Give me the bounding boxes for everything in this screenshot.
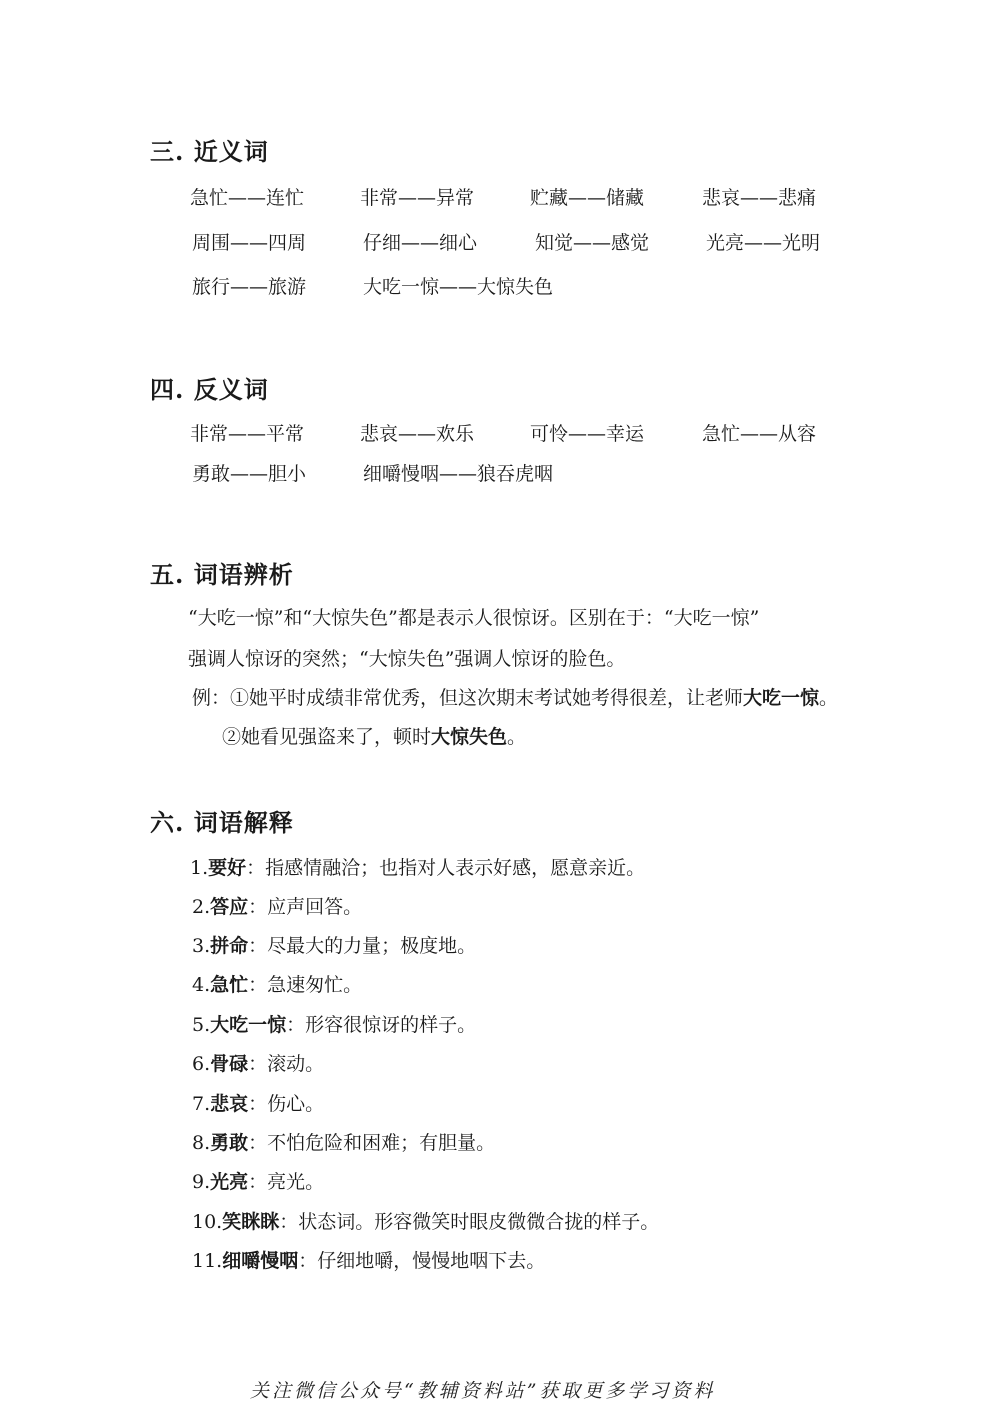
item-term: 急忙 — [210, 974, 249, 996]
analysis-heading: 五. 词语辨析 — [150, 560, 294, 589]
explanation-item — [192, 970, 362, 997]
analysis-paragraph-line: 强调人惊讶的突然；“大惊失色”强调人惊讶的脸色。 — [188, 648, 626, 670]
explanation-item — [192, 1049, 324, 1076]
item-separator: ： — [248, 935, 268, 957]
item-separator: ： — [279, 1211, 299, 1233]
antonym-pair: 细嚼慢咽——狼吞虎咽 — [363, 463, 554, 485]
item-separator: ： — [248, 1132, 268, 1154]
item-number: 8. — [192, 1132, 211, 1154]
item-separator: ： — [286, 1014, 306, 1036]
antonym-pair: 可怜——幸运 — [530, 423, 645, 445]
item-definition: 指感情融洽；也指对人表示好感，愿意亲近。 — [265, 857, 646, 879]
item-definition: 滚动。 — [267, 1053, 325, 1075]
item-separator: ： — [248, 1171, 268, 1193]
synonym-pair: 非常——异常 — [360, 187, 475, 209]
item-definition: 状态词。形容微笑时眼皮微微合拢的样子。 — [298, 1211, 660, 1233]
item-definition: 不怕危险和困难；有胆量。 — [267, 1132, 496, 1154]
antonyms-heading: 四. 反义词 — [150, 375, 269, 404]
item-number: 5. — [192, 1014, 211, 1036]
example-highlight: 大惊失色 — [431, 726, 508, 748]
item-term: 骨碌 — [210, 1053, 249, 1075]
antonym-pair: 非常——平常 — [190, 423, 305, 445]
explanation-item — [192, 1167, 324, 1194]
explanation-item — [192, 892, 362, 919]
antonym-pair: 急忙——从容 — [702, 423, 817, 445]
analysis-example-2 — [222, 722, 526, 749]
analysis-example-1 — [192, 683, 838, 710]
footer-note: 关注微信公众号“教辅资料站”获取更多学习资料 — [250, 1380, 716, 1402]
antonym-pair: 勇敢——胆小 — [192, 463, 307, 485]
explanations-heading: 六. 词语解释 — [150, 808, 294, 837]
item-number: 4. — [192, 974, 211, 996]
item-separator: ： — [248, 974, 268, 996]
item-definition: 急速匆忙。 — [267, 974, 363, 996]
item-definition: 仔细地嚼，慢慢地咽下去。 — [317, 1250, 546, 1272]
item-term: 拼命 — [210, 935, 249, 957]
example-text: 。 — [507, 726, 527, 748]
explanation-item — [192, 1128, 495, 1155]
synonym-pair: 光亮——光明 — [706, 232, 821, 254]
synonym-pair: 急忙——连忙 — [190, 187, 305, 209]
synonym-pair: 旅行——旅游 — [192, 276, 307, 298]
synonym-pair: 悲哀——悲痛 — [702, 187, 817, 209]
explanation-item — [192, 1246, 545, 1273]
synonym-pair: 贮藏——储藏 — [530, 187, 645, 209]
item-number: 9. — [192, 1171, 211, 1193]
item-definition: 尽最大的力量；极度地。 — [267, 935, 477, 957]
item-separator: ： — [248, 896, 268, 918]
item-definition: 应声回答。 — [267, 896, 363, 918]
example-text: ②她看见强盗来了，顿时 — [222, 726, 432, 748]
item-definition: 形容很惊讶的样子。 — [305, 1014, 477, 1036]
item-number: 3. — [192, 935, 211, 957]
item-number: 2. — [192, 896, 211, 918]
item-number: 7. — [192, 1093, 211, 1115]
item-separator: ： — [246, 857, 266, 879]
synonyms-heading: 三. 近义词 — [150, 137, 269, 166]
item-definition: 亮光。 — [267, 1171, 325, 1193]
explanation-item — [192, 931, 476, 958]
explanation-item — [192, 1089, 324, 1116]
synonym-pair: 知觉——感觉 — [535, 232, 650, 254]
item-term: 要好 — [208, 857, 247, 879]
item-definition: 伤心。 — [267, 1093, 325, 1115]
item-separator: ： — [248, 1053, 268, 1075]
explanation-item — [192, 1010, 476, 1037]
explanation-item — [192, 1207, 659, 1234]
example-text: 例：①她平时成绩非常优秀，但这次期末考试她考得很差，让老师 — [192, 687, 744, 709]
item-separator: ： — [248, 1093, 268, 1115]
item-separator: ： — [298, 1250, 318, 1272]
item-term: 答应 — [210, 896, 249, 918]
item-term: 光亮 — [210, 1171, 249, 1193]
item-term: 细嚼慢咽 — [222, 1250, 299, 1272]
item-term: 悲哀 — [210, 1093, 249, 1115]
synonym-pair: 大吃一惊——大惊失色 — [363, 276, 554, 298]
item-number: 11. — [192, 1250, 223, 1272]
synonym-pair: 周围——四周 — [192, 232, 307, 254]
item-term: 大吃一惊 — [210, 1014, 287, 1036]
item-number: 6. — [192, 1053, 211, 1075]
item-term: 勇敢 — [210, 1132, 249, 1154]
item-number: 1. — [190, 857, 209, 879]
item-term: 笑眯眯 — [222, 1211, 280, 1233]
antonym-pair: 悲哀——欢乐 — [360, 423, 475, 445]
example-text: 。 — [819, 687, 839, 709]
item-number: 10. — [192, 1211, 223, 1233]
synonym-pair: 仔细——细心 — [363, 232, 478, 254]
explanation-item — [190, 853, 645, 880]
analysis-paragraph-line: “大吃一惊”和“大惊失色”都是表示人很惊讶。区别在于：“大吃一惊” — [188, 607, 760, 629]
example-highlight: 大吃一惊 — [743, 687, 820, 709]
